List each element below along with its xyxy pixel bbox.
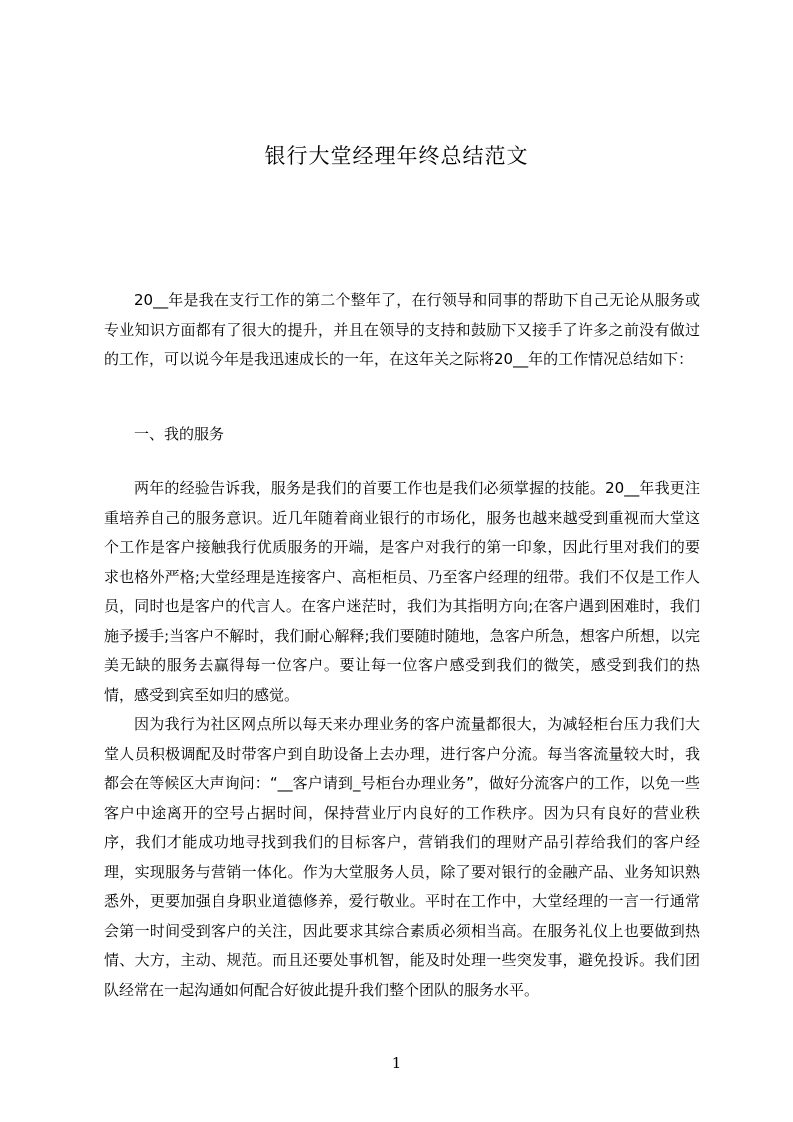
page-number: 1 — [391, 1054, 402, 1072]
section-heading-service: 一、我的服务 — [134, 425, 225, 443]
service-paragraph-1: 两年的经验告诉我，服务是我们的首要工作也是我们必须掌握的技能。20__年我更注重培养自己的服务意识。近几年随着商业银行的市场化，服务也越来越受到重视而大堂这个工作是客户接触我行优质服务的开端，是客户对我行的第一印象，因此行里对我们的要求也格外严格;大堂经理是连接客户、高柜柜员、乃至客户经理的纽带。我们不仅是工作人员，同时也是客户的代言人。在客户迷茫时，我们为其指明方向;在客户遇到困难时，我们施予援手;当客户不解时，我们耐心解释;我们要随时随地，急客户所急，想客户所想，以完美无缺的服务去赢得每一位客户。要让每一位客户感受到我们的微笑，感受到我们的热情，感受到宾至如归的感觉。 — [104, 479, 700, 704]
service-paragraph-2: 因为我行为社区网点所以每天来办理业务的客户流量都很大，为减轻柜台压力我们大堂人员积极调配及时带客户到自助设备上去办理，进行客户分流。每当客流量较大时，我都会在等候区大声询问：“__客户请到_号柜台办理业务”，做好分流客户的工作，以免一些客户中途离开的空号占据时间，保持营业厅内良好的工作秩序。因为只有良好的营业秩序，我们才能成功地寻找到我们的目标客户，营销我们的理财产品引荐给我们的客户经理，实现服务与营销一体化。作为大堂服务人员，除了要对银行的金融产品、业务知识熟悉外，更要加强自身职业道德修养，爱行敬业。平时在工作中，大堂经理的一言一行通常会第一时间受到客户的关注，因此要求其综合素质必须相当高。在服务礼仪上也要做到热情、大方，主动、规范。而且还要处事机智，能及时处理一些突发事，避免投诉。我们团队经常在一起沟通如何配合好彼此提升我们整个团队的服务水平。 — [104, 715, 700, 999]
intro-paragraph: 20__年是我在支行工作的第二个整年了，在行领导和同事的帮助下自己无论从服务或专业知识方面都有了很大的提升，并且在领导的支持和鼓励下又接手了许多之前没有做过的工作，可以说今年是我迅速成长的一年，在这年关之际将20__年的工作情况总结如下： — [104, 291, 700, 368]
document-title: 银行大堂经理年终总结范文 — [264, 144, 529, 168]
